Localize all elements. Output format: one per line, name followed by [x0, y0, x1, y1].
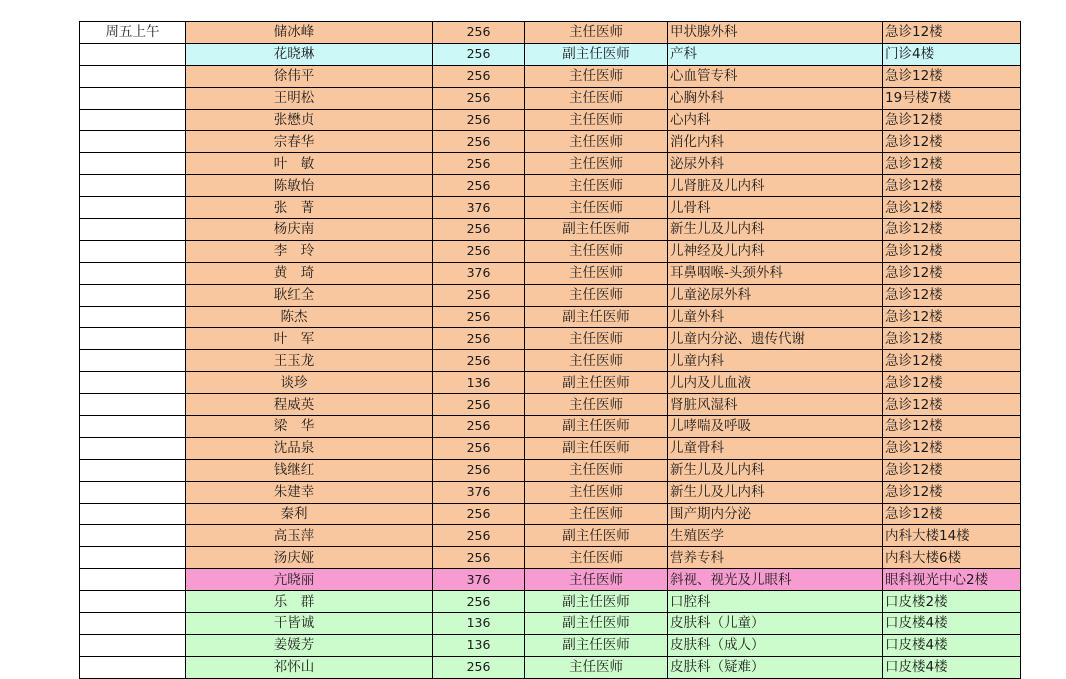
- doctor-title-cell: 主任医师: [525, 547, 668, 569]
- doctor-title-cell: 主任医师: [525, 131, 668, 153]
- department-cell: 围产期内分泌: [668, 503, 883, 525]
- department-cell: 皮肤科（儿童）: [668, 613, 883, 635]
- doctor-title-cell: 主任医师: [525, 65, 668, 87]
- doctor-name-cell: 乐 群: [186, 591, 433, 613]
- location-cell: 急诊12楼: [883, 153, 1021, 175]
- session-cell: [80, 634, 186, 656]
- doctor-title-cell: 主任医师: [525, 153, 668, 175]
- location-cell: 急诊12楼: [883, 240, 1021, 262]
- doctor-name-cell: 沈品泉: [186, 437, 433, 459]
- fee-cell: 136: [433, 634, 525, 656]
- doctor-title-cell: 副主任医师: [525, 634, 668, 656]
- doctor-name-cell: 叶 敏: [186, 153, 433, 175]
- location-cell: 急诊12楼: [883, 437, 1021, 459]
- doctor-name-cell: 谈珍: [186, 372, 433, 394]
- doctor-title-cell: 主任医师: [525, 109, 668, 131]
- doctor-title-cell: 主任医师: [525, 394, 668, 416]
- session-cell: [80, 284, 186, 306]
- table-row: [80, 240, 1021, 262]
- location-cell: 急诊12楼: [883, 22, 1021, 44]
- fee-cell: 376: [433, 481, 525, 503]
- doctor-title-cell: 主任医师: [525, 175, 668, 197]
- location-cell: 急诊12楼: [883, 481, 1021, 503]
- location-cell: 急诊12楼: [883, 350, 1021, 372]
- table-row: [80, 175, 1021, 197]
- doctor-name-cell: 祁怀山: [186, 656, 433, 678]
- doctor-name-cell: 朱建幸: [186, 481, 433, 503]
- fee-cell: 256: [433, 437, 525, 459]
- department-cell: 儿童内科: [668, 350, 883, 372]
- department-cell: 儿哮喘及呼吸: [668, 416, 883, 438]
- session-cell: 周五上午: [80, 22, 186, 44]
- table-row: [80, 547, 1021, 569]
- department-cell: 儿童内分泌、遗传代谢: [668, 328, 883, 350]
- session-cell: [80, 591, 186, 613]
- session-cell: [80, 175, 186, 197]
- doctor-title-cell: 副主任医师: [525, 525, 668, 547]
- fee-cell: 256: [433, 87, 525, 109]
- location-cell: 急诊12楼: [883, 262, 1021, 284]
- table-row: [80, 328, 1021, 350]
- doctor-title-cell: 副主任医师: [525, 437, 668, 459]
- table-row: [80, 437, 1021, 459]
- doctor-name-cell: 储冰峰: [186, 22, 433, 44]
- session-cell: [80, 328, 186, 350]
- location-cell: 急诊12楼: [883, 175, 1021, 197]
- table-row: [80, 525, 1021, 547]
- fee-cell: 256: [433, 350, 525, 372]
- doctor-name-cell: 耿红全: [186, 284, 433, 306]
- table-row: [80, 591, 1021, 613]
- doctor-title-cell: 主任医师: [525, 481, 668, 503]
- location-cell: 急诊12楼: [883, 394, 1021, 416]
- fee-cell: 256: [433, 394, 525, 416]
- fee-cell: 256: [433, 525, 525, 547]
- table-row: [80, 109, 1021, 131]
- location-cell: 急诊12楼: [883, 306, 1021, 328]
- table-row: [80, 481, 1021, 503]
- fee-cell: 256: [433, 328, 525, 350]
- department-cell: 心内科: [668, 109, 883, 131]
- department-cell: 口腔科: [668, 591, 883, 613]
- location-cell: 门诊4楼: [883, 43, 1021, 65]
- table-row: [80, 569, 1021, 591]
- location-cell: 口皮楼4楼: [883, 634, 1021, 656]
- session-cell: [80, 613, 186, 635]
- department-cell: 消化内科: [668, 131, 883, 153]
- location-cell: 急诊12楼: [883, 109, 1021, 131]
- doctor-name-cell: 高玉萍: [186, 525, 433, 547]
- location-cell: 急诊12楼: [883, 416, 1021, 438]
- location-cell: 口皮楼4楼: [883, 656, 1021, 678]
- table-row: [80, 394, 1021, 416]
- doctor-title-cell: 主任医师: [525, 22, 668, 44]
- fee-cell: 256: [433, 416, 525, 438]
- table-row: [80, 43, 1021, 65]
- department-cell: 营养专科: [668, 547, 883, 569]
- doctor-title-cell: 主任医师: [525, 328, 668, 350]
- doctor-title-cell: 主任医师: [525, 262, 668, 284]
- fee-cell: 256: [433, 503, 525, 525]
- fee-cell: 256: [433, 153, 525, 175]
- fee-cell: 256: [433, 22, 525, 44]
- doctor-name-cell: 陈杰: [186, 306, 433, 328]
- schedule-body: [80, 22, 1021, 679]
- doctor-title-cell: 副主任医师: [525, 591, 668, 613]
- session-cell: [80, 153, 186, 175]
- location-cell: 急诊12楼: [883, 65, 1021, 87]
- fee-cell: 256: [433, 656, 525, 678]
- session-cell: [80, 459, 186, 481]
- doctor-title-cell: 副主任医师: [525, 613, 668, 635]
- doctor-title-cell: 主任医师: [525, 87, 668, 109]
- doctor-name-cell: 王明松: [186, 87, 433, 109]
- doctor-name-cell: 程威英: [186, 394, 433, 416]
- doctor-name-cell: 叶 军: [186, 328, 433, 350]
- doctor-name-cell: 徐伟平: [186, 65, 433, 87]
- department-cell: 耳鼻咽喉-头颈外科: [668, 262, 883, 284]
- doctor-name-cell: 干皆诚: [186, 613, 433, 635]
- doctor-title-cell: 副主任医师: [525, 43, 668, 65]
- fee-cell: 256: [433, 306, 525, 328]
- doctor-name-cell: 宗春华: [186, 131, 433, 153]
- session-cell: [80, 219, 186, 241]
- department-cell: 新生儿及儿内科: [668, 481, 883, 503]
- location-cell: 口皮楼4楼: [883, 613, 1021, 635]
- fee-cell: 256: [433, 284, 525, 306]
- table-row: [80, 372, 1021, 394]
- session-cell: [80, 416, 186, 438]
- location-cell: 急诊12楼: [883, 284, 1021, 306]
- table-row: [80, 459, 1021, 481]
- doctor-name-cell: 汤庆娅: [186, 547, 433, 569]
- location-cell: 急诊12楼: [883, 503, 1021, 525]
- doctor-title-cell: 主任医师: [525, 350, 668, 372]
- session-cell: [80, 87, 186, 109]
- location-cell: 内科大楼14楼: [883, 525, 1021, 547]
- fee-cell: 376: [433, 197, 525, 219]
- department-cell: 新生儿及儿内科: [668, 459, 883, 481]
- fee-cell: 256: [433, 175, 525, 197]
- doctor-name-cell: 李 玲: [186, 240, 433, 262]
- fee-cell: 256: [433, 547, 525, 569]
- session-cell: [80, 131, 186, 153]
- doctor-title-cell: 主任医师: [525, 197, 668, 219]
- department-cell: 生殖医学: [668, 525, 883, 547]
- location-cell: 口皮楼2楼: [883, 591, 1021, 613]
- table-row: [80, 219, 1021, 241]
- fee-cell: 256: [433, 219, 525, 241]
- location-cell: 急诊12楼: [883, 197, 1021, 219]
- table-row: [80, 613, 1021, 635]
- fee-cell: 256: [433, 131, 525, 153]
- doctor-name-cell: 杨庆南: [186, 219, 433, 241]
- table-row: [80, 416, 1021, 438]
- department-cell: 产科: [668, 43, 883, 65]
- department-cell: 儿童泌尿外科: [668, 284, 883, 306]
- doctor-name-cell: 陈敏怡: [186, 175, 433, 197]
- session-cell: [80, 240, 186, 262]
- doctor-name-cell: 秦利: [186, 503, 433, 525]
- table-row: [80, 634, 1021, 656]
- fee-cell: 256: [433, 591, 525, 613]
- department-cell: 肾脏风湿科: [668, 394, 883, 416]
- session-cell: [80, 547, 186, 569]
- department-cell: 心胸外科: [668, 87, 883, 109]
- doctor-name-cell: 王玉龙: [186, 350, 433, 372]
- session-cell: [80, 262, 186, 284]
- table-row: [80, 306, 1021, 328]
- department-cell: 斜视、视光及儿眼科: [668, 569, 883, 591]
- department-cell: 甲状腺外科: [668, 22, 883, 44]
- department-cell: 儿神经及儿内科: [668, 240, 883, 262]
- department-cell: 新生儿及儿内科: [668, 219, 883, 241]
- fee-cell: 376: [433, 262, 525, 284]
- doctor-name-cell: 花晓琳: [186, 43, 433, 65]
- doctor-title-cell: 主任医师: [525, 503, 668, 525]
- session-cell: [80, 569, 186, 591]
- doctor-title-cell: 主任医师: [525, 240, 668, 262]
- schedule-table: [79, 21, 1021, 679]
- location-cell: 急诊12楼: [883, 219, 1021, 241]
- doctor-title-cell: 副主任医师: [525, 372, 668, 394]
- session-cell: [80, 481, 186, 503]
- doctor-title-cell: 主任医师: [525, 569, 668, 591]
- session-cell: [80, 372, 186, 394]
- table-row: [80, 131, 1021, 153]
- department-cell: 儿内及儿血液: [668, 372, 883, 394]
- table-row: [80, 284, 1021, 306]
- location-cell: 19号楼7楼: [883, 87, 1021, 109]
- session-cell: [80, 437, 186, 459]
- fee-cell: 256: [433, 65, 525, 87]
- department-cell: 皮肤科（成人）: [668, 634, 883, 656]
- table-row: [80, 65, 1021, 87]
- fee-cell: 256: [433, 459, 525, 481]
- table-row: [80, 350, 1021, 372]
- department-cell: 儿肾脏及儿内科: [668, 175, 883, 197]
- session-cell: [80, 394, 186, 416]
- location-cell: 眼科视光中心2楼: [883, 569, 1021, 591]
- session-cell: [80, 656, 186, 678]
- location-cell: 急诊12楼: [883, 131, 1021, 153]
- fee-cell: 376: [433, 569, 525, 591]
- session-cell: [80, 503, 186, 525]
- session-cell: [80, 350, 186, 372]
- session-cell: [80, 197, 186, 219]
- doctor-title-cell: 副主任医师: [525, 416, 668, 438]
- fee-cell: 136: [433, 613, 525, 635]
- table-row: [80, 262, 1021, 284]
- table-row: [80, 153, 1021, 175]
- doctor-name-cell: 钱继红: [186, 459, 433, 481]
- table-row: [80, 87, 1021, 109]
- location-cell: 急诊12楼: [883, 328, 1021, 350]
- location-cell: 急诊12楼: [883, 459, 1021, 481]
- session-cell: [80, 525, 186, 547]
- doctor-name-cell: 亢晓丽: [186, 569, 433, 591]
- department-cell: 儿骨科: [668, 197, 883, 219]
- location-cell: 内科大楼6楼: [883, 547, 1021, 569]
- fee-cell: 256: [433, 109, 525, 131]
- fee-cell: 256: [433, 43, 525, 65]
- doctor-title-cell: 副主任医师: [525, 306, 668, 328]
- department-cell: 儿童外科: [668, 306, 883, 328]
- table-row: [80, 503, 1021, 525]
- doctor-title-cell: 主任医师: [525, 459, 668, 481]
- table-row: [80, 22, 1021, 44]
- fee-cell: 256: [433, 240, 525, 262]
- doctor-title-cell: 主任医师: [525, 656, 668, 678]
- session-cell: [80, 43, 186, 65]
- session-cell: [80, 109, 186, 131]
- fee-cell: 136: [433, 372, 525, 394]
- doctor-name-cell: 梁 华: [186, 416, 433, 438]
- department-cell: 泌尿外科: [668, 153, 883, 175]
- table-row: [80, 197, 1021, 219]
- doctor-name-cell: 姜媛芳: [186, 634, 433, 656]
- doctor-name-cell: 张 菁: [186, 197, 433, 219]
- doctor-title-cell: 主任医师: [525, 284, 668, 306]
- department-cell: 皮肤科（疑难）: [668, 656, 883, 678]
- table-row: [80, 656, 1021, 678]
- department-cell: 儿童骨科: [668, 437, 883, 459]
- doctor-name-cell: 张懋贞: [186, 109, 433, 131]
- session-cell: [80, 65, 186, 87]
- session-cell: [80, 306, 186, 328]
- doctor-title-cell: 副主任医师: [525, 219, 668, 241]
- location-cell: 急诊12楼: [883, 372, 1021, 394]
- doctor-name-cell: 黄 琦: [186, 262, 433, 284]
- department-cell: 心血管专科: [668, 65, 883, 87]
